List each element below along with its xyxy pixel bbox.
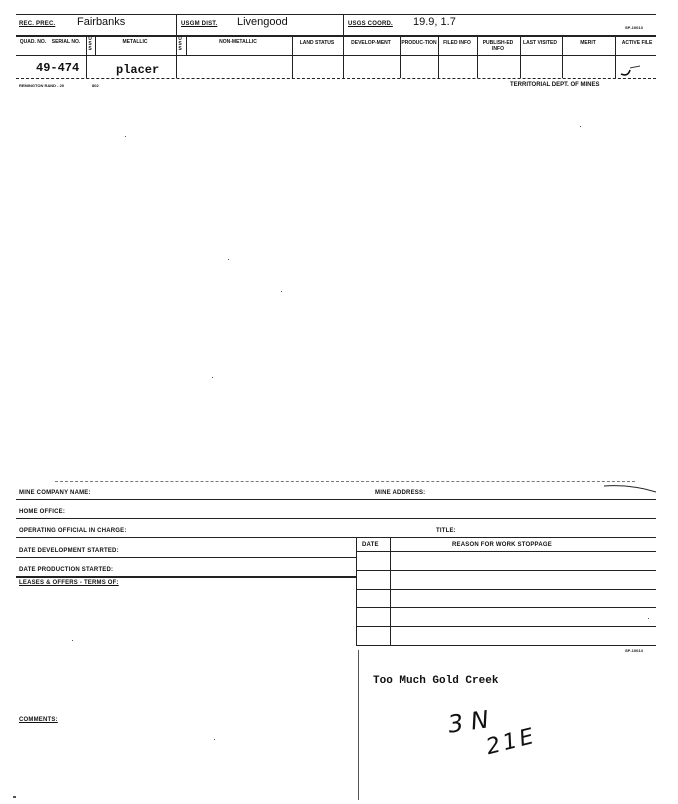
scan-speck bbox=[212, 377, 213, 378]
mine-company-name-label: MINE COMPANY NAME: bbox=[19, 490, 91, 496]
scan-speck bbox=[281, 291, 282, 292]
usgs-coord-label: USGS COORD. bbox=[348, 21, 393, 27]
footer-note-right: TERRITORIAL DEPT. OF MINES bbox=[510, 82, 600, 88]
col-quad-no: QUAD. NO. bbox=[19, 39, 47, 45]
header-divider bbox=[343, 15, 344, 35]
rec-prec-value: Fairbanks bbox=[77, 16, 126, 28]
torn-edge-mark bbox=[600, 480, 660, 494]
col-active-file: ACTIVE FILE bbox=[621, 40, 653, 46]
scan-speck bbox=[72, 640, 73, 641]
scan-speck bbox=[580, 126, 581, 127]
col-divider bbox=[343, 36, 344, 78]
record-quad-serial: 49-474 bbox=[36, 61, 80, 75]
table-row-rule bbox=[356, 570, 656, 571]
typed-creek-name: Too Much Gold Creek bbox=[373, 675, 499, 687]
rec-prec-label: REC. PREC. bbox=[19, 21, 56, 27]
active-file-check-mark bbox=[616, 62, 646, 80]
column-header-top-rule bbox=[16, 35, 656, 37]
form-rule bbox=[16, 576, 356, 578]
record-metallic: placer bbox=[116, 63, 160, 77]
usgm-dist-value: Livengood bbox=[237, 16, 288, 28]
col-published-info: PUBLISH-ED INFO bbox=[482, 40, 514, 52]
date-development-started-label: DATE DEVELOPMENT STARTED: bbox=[19, 548, 119, 554]
lower-form-top-rule bbox=[55, 481, 635, 482]
table-left-border bbox=[356, 537, 357, 645]
table-row-rule bbox=[356, 626, 656, 627]
reason-column-header: REASON FOR WORK STOPPAGE bbox=[452, 542, 552, 548]
form-rule bbox=[16, 537, 656, 538]
handwritten-range: 2 1 E bbox=[483, 724, 535, 761]
form-rule bbox=[16, 557, 356, 558]
col-non-metallic: NON-METALLIC bbox=[219, 39, 257, 45]
col-divider bbox=[95, 36, 96, 55]
column-header-bottom-rule bbox=[16, 55, 656, 56]
col-metallic: METALLIC bbox=[122, 39, 148, 45]
leases-offers-label: LEASES & OFFERS - TERMS OF: bbox=[19, 580, 119, 586]
mine-address-label: MINE ADDRESS: bbox=[375, 490, 426, 496]
header-top-rule bbox=[16, 14, 656, 15]
date-production-started-label: DATE PRODUCTION STARTED: bbox=[19, 567, 114, 573]
col-development: DEVELOP-MENT bbox=[351, 40, 391, 46]
scan-speck bbox=[125, 136, 126, 137]
col-divider bbox=[186, 36, 187, 55]
col-us-1: U S S bbox=[88, 36, 92, 52]
form-number-bottom: SP-10014 bbox=[625, 648, 643, 653]
record-bottom-rule bbox=[16, 78, 656, 79]
home-office-label: HOME OFFICE: bbox=[19, 509, 66, 515]
form-rule bbox=[16, 518, 656, 519]
col-land-status: LAND STATUS bbox=[299, 40, 335, 46]
col-filed-info: FILED INFO bbox=[443, 40, 471, 46]
form-rule bbox=[16, 499, 656, 500]
table-row-rule bbox=[356, 645, 656, 646]
scan-speck bbox=[648, 618, 649, 619]
comments-label: COMMENTS: bbox=[19, 717, 58, 723]
footer-note-left: REMINGTON RAND - 20 bbox=[19, 83, 65, 88]
scan-speck bbox=[228, 259, 229, 260]
col-production: PRODUC-TION bbox=[401, 40, 437, 46]
title-label: TITLE: bbox=[436, 528, 456, 534]
table-date-divider bbox=[390, 537, 391, 645]
scan-speck bbox=[214, 739, 215, 740]
col-merit: MERIT bbox=[580, 40, 596, 46]
form-number-top: SP-10013 bbox=[625, 25, 643, 30]
table-row-rule bbox=[356, 589, 656, 590]
col-divider bbox=[292, 36, 293, 78]
page-fold-line bbox=[358, 650, 359, 800]
header-divider bbox=[176, 15, 177, 35]
table-row-rule bbox=[356, 551, 656, 552]
date-column-header: DATE bbox=[362, 542, 379, 548]
col-last-visited: LAST VISITED bbox=[523, 40, 557, 46]
operating-official-label: OPERATING OFFICIAL IN CHARGE: bbox=[19, 528, 127, 534]
handwritten-township: 3 N bbox=[446, 705, 491, 739]
table-row-rule bbox=[356, 607, 656, 608]
usgm-dist-label: USGM DIST. bbox=[181, 21, 218, 27]
scan-speck bbox=[13, 796, 16, 798]
usgs-coord-value: 19.9, 1.7 bbox=[413, 16, 456, 28]
col-us-2: U S S bbox=[178, 36, 182, 52]
col-serial-no: SERIAL NO. bbox=[51, 39, 81, 45]
footer-code-left: 802 bbox=[92, 83, 99, 88]
